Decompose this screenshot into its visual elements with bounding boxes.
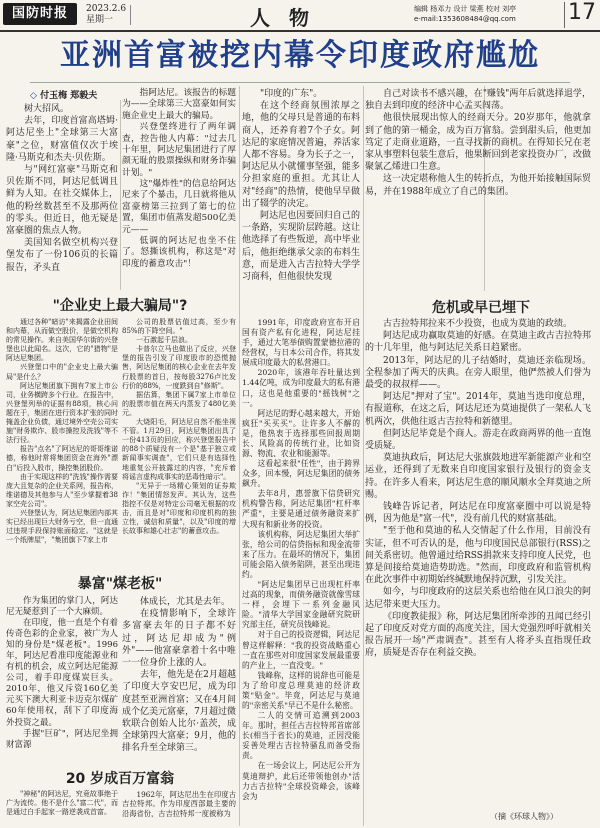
paragraph: 与"网红富豪"马斯克和贝佐斯不同，阿达尼低调且鲜为人知。在社交媒体上，他的粉丝数甚至不及那两位的零头。但近日，他无疑是富豪圈的焦点人物。 (6, 165, 118, 237)
column-divider (363, 86, 364, 826)
paragraph: 公司的股票估值过高，至少有85%的下降空间。" (122, 318, 236, 336)
paragraph: 在一场会议上，阿达尼公开为莫迪辩护，此后还带领他创办"活力古吉拉特"全球投资峰会，该峰会为 (242, 761, 360, 801)
paragraph: 二人的交情可追溯到2003年。那时，担任古吉拉特邦首席部长(相当于省长)的莫迪，正因没能妥善处理古吉拉特骚乱而备受指责。 (242, 711, 360, 761)
author-byline (30, 88, 97, 101)
paragraph: 自己对读书不感兴趣，在"赚钱"两年后就选择退学，独自去到印度的经济中心孟买闯荡。 (365, 89, 591, 112)
paragraph: 大烧阳毛，阿达尼自然不能坐视不管。1月29日，阿达尼集团出具了一份413页的回应，称兴登堡报告中的88个质疑没有一个是"基于独立或新闻事实调查"，它们只是有选择性地重复公开披露过的内容，"充斥着将谣言虚构成事实的恶毒性暗示"。 (122, 418, 236, 481)
paragraph: 去年8月，惠誉旗下信贷研究机构警告称，阿达尼集团"杠杆率严重"，主要是通过债务融资来扩大现有和新业务的投资。 (242, 489, 360, 529)
paragraph: 兴登堡口中的"企业史上最大骗局"是什么？ (6, 363, 118, 381)
masthead (0, 0, 600, 33)
paragraph: 去年，印度首富高塔姆·阿达尼坐上"全球第三大富豪"之位，财富值仅次于埃隆·马斯克和杰夫·贝佐斯。 (6, 116, 118, 163)
paragraph: 指阿达尼。该报告的标题为——全球第三大富豪如何实施企业史上最大的骗局。 (122, 88, 236, 121)
paragraph: 体成长，尤其是去年。 (140, 597, 231, 607)
paragraph: 1991年，印度政府宣布开启国有资产私有化进程，阿达尼挂手，通过大笔举债购置蒙德拉港的经营权，与日本公司合作，将其发展成印度最大的私营港口。 (242, 318, 360, 368)
paragraph: 阿达尼的野心越来越大，开始疯狂"买买买"。让许多人不解的是，他热衷于选择那些回报周期长、风险高的传统行业，比如资源、物流、农业和能源等。 (242, 408, 360, 459)
paragraph: 阿达尼成功赢取莫迪的好感。在莫迪主政古吉拉特邦的十几年里，他与阿达尼关系日趋紧密。 (365, 331, 591, 354)
paragraph: 2020年，该港年吞吐量达到1.44亿吨，成为印度最大的私有港口，这也是他重要的"摇钱树"之一。 (242, 368, 361, 408)
article-column-3 (242, 88, 360, 283)
paragraph: 兴登堡认为，阿达尼集团内部其实已经出现巨大财务亏空，但一直通过违规手段保持账面稳定。"这就是一个纸牌屋"，"集团旗下7家上市 (6, 508, 118, 545)
paragraph: 但阿达尼毕竟是个商人。游走在政商两界的他一直饱受质疑。 (365, 428, 591, 452)
paragraph: 据估算，集团下属7家上市单位的股票市值在两天内蒸发了480亿美元。 (122, 390, 236, 417)
page-number: 17 (568, 0, 596, 25)
paragraph: 1962年，阿达尼出生在印度古吉拉特邦。作为印度西部最主要的沿海省份，古吉拉特邦一度被称为 (122, 790, 236, 818)
paragraph: 一石激起千层浪。 (136, 336, 192, 345)
paragraph: 美国知名做空机构兴登堡发布了一份106页的长篇报告，矛头直 (6, 238, 118, 273)
paragraph: 这看起来很"任性"，由于跨界众多，回本慢，阿达尼集团的债务飙升。 (242, 459, 360, 489)
paragraph: 这"爆炸性"的信息给阿达尼来了个暴击，几日就将他从富豪榜第三拉到了第七的位置，集团市值蒸发超500亿美元—— (122, 179, 236, 235)
newspaper-logo: 国防时报 (3, 3, 77, 25)
paragraph: "神秘"的阿达尼，究竟故事绝于广为流传。他不是什么"富二代"，而是通过白手起家一路逆袭成首富。 (6, 790, 118, 817)
paragraph: 他很快展现出惊人的经商天分。20岁那年，他就拿到了他的第一桶金，成为百万富翁。尝到甜头后，他更加笃定了走商业道路，一直寻找新的商机。在得知长兄在老家从事塑料包装生意后，他果断回到老家投资办厂，改做聚氯乙烯进口生意。 (365, 113, 591, 173)
paragraph: 钱峰告诉记者，阿达尼在印度富豪圈中可以说是特例，因为他是"富一代"，没有前几代的财富基础。 (365, 502, 591, 525)
paragraph: 古吉拉特邦拉来不少投资，也成为莫迪的政绩。 (383, 319, 573, 329)
paragraph: 树大招风。 (24, 104, 70, 114)
subhead-millionaire-at-20: 20 岁成百万富翁 (65, 771, 175, 787)
editor-credits: 编辑 杨邓力 设计 梁燕 校对 刘亭 (414, 5, 517, 13)
issue-weekday: 星期一 (86, 15, 114, 25)
paragraph: 兴登堡终进行了两年调查，控告他人内幕："过去几十年里，阿达尼集团进行了厚颜无耻的股票操纵和财务诈骗计划。" (122, 122, 236, 178)
editor-email: e-mail:1353608484@qq.com (414, 15, 516, 23)
paragraph: 去年，他先是在2月超越了印度大亨安巴尼，成为印度甚至亚洲首富；又在4月间成个亿美元富豪，7月超过微软联合创始人比尔·盖茨，成全球第四大富豪；9月，他的排名升至全球第三。 (122, 670, 236, 754)
paragraph: "阿达尼集团早已出现杠杆率过高的现象，而债务融资就像雪球一样，会埋下一系列金融风险。"清华大学国家金融研究院研究部主任，研究员钱峰说。 (242, 580, 360, 630)
paragraph: 卡普尔立马也做出了反应，兴登堡的报告引发了印度股市的恐慌抛售，阿达尼集团的核心企业在去年发行股票的首日，按每股3276卢比发行价的88%，一度跌到自"修斯"。 (122, 345, 236, 390)
page-number-divider (564, 2, 565, 28)
column-divider (120, 100, 121, 290)
paragraph: 作为集团的掌门人，阿达尼无疑惹到了一个大麻烦。 (6, 596, 118, 618)
paragraph: 如今，与印度政府的这层关系也给他在风口浪尖的阿达尼带来更大压力。 (365, 587, 591, 610)
paragraph: 阿达尼"押对了宝"。2014年，莫迪当选印度总理，有报道称，在这之后，阿达尼还为莫迪提供了一架私人飞机两次，供他往返古吉拉特和新德里。 (365, 392, 591, 427)
paragraph: 在这个经商氛围浓厚之地，他的父母只是普通的布料商人，还养育着7个子女。阿达尼的家庭情况普遍，养活家人都不容易。身为长子之一，阿达尼从小就懂事坚强，能多分担家庭的重担。尤其让人对"经商"的热情，使他早早做出了辍学的决定。 (242, 101, 360, 209)
paragraph: 手握"巨矿"，阿达尼坐拥财富源 (6, 728, 118, 750)
subhead-biggest-fraud: "企业史上最大骗局"? (52, 298, 188, 314)
subhead-crisis: 危机或早已埋下 (432, 300, 530, 316)
paragraph: "印度的广东"。 (260, 89, 323, 99)
headline-rule (30, 82, 570, 83)
masthead-rule (0, 30, 600, 32)
paragraph: 该机构称，阿达尼集团大举扩张，给公司的信贷指标和现金流带来了压力。在最坏的情况下，集团可能会陷入债务陷阱，甚至出现违约。 (242, 529, 360, 579)
paragraph: 低调的阿达尼也坐不住了。怒撕该机构，称这是"对印度的蓄意攻击"！ (122, 235, 236, 269)
paragraph: 钱峰称，这样的说辞也可能是为了给印度总理莫迪的经济政策"贴金"。毕竟，阿达尼与莫迪的"亲密关系"早已不是什么秘密。 (242, 670, 360, 710)
fraud-column-1 (6, 318, 118, 545)
paragraph: 阿达尼集团旗下拥有7家上市公司，业务横跨多个行业。在报告中，兴登堡列举的证据有88项，核心问题在于，集团在进行资本扩张的同时掩盖企业负债，通过境外空壳公司实施"财务欺诈、股市操控及洗钱"等不法行径。 (6, 381, 118, 445)
paragraph: 在印度，他一直是个有着传奇色彩的企业家，被广为人知的身份是"煤老板"。1996年，阿达尼看准印度能源业和有机的机会，成立阿达尼能源公司，着手印度煤炭巨头。2010年，他又斥资160亿美元买下澳大利亚卡迈克尔煤矿60年使用权，刮下了印度海外投资之最。 (6, 618, 118, 728)
paragraph: 通过各种"暗访"来揭露企业田间和内幕，从而做空股价，是做空机构的常见操作。来自美国华尔街的兴登堡也以此闻名。这次，它的"猎物"是阿达尼集团。 (6, 318, 118, 363)
paragraph: 报告"点名"了阿达尼的哥哥维诺德，称他时常将集团资金在海外"漂白"后投入股市，操控集团股价。 (6, 445, 118, 472)
coal-column-1 (6, 596, 118, 751)
paragraph: 在疫情影响下，全球许多富豪去年的日子都不好过，阿达尼却成为"例外"——他富豪拿着十名中唯一一位身价上涨的人。 (122, 609, 236, 669)
paragraph: 2013年，阿达尼的儿子结婚时，莫迪还亲临现场。全程参加了两天的庆典。在旁人眼里，他俨然被人们誉为最受的叔叔样——。 (365, 355, 591, 391)
article-column-1 (6, 103, 118, 274)
paragraph: 这一决定堪称他人生的转折点，为他开始接触国际贸易，并在1988年成立了自己的集团。 (365, 174, 591, 197)
paragraph: 《印度教徒报》称，阿达尼集团所牵涉的丑闻已经引起了印度反对党方面的高度关注，国大党强烈呼吁就相关报告展开一场"严肃调查"。甚至有人将矛头直指现任政府，质疑是否存在利益交换。 (365, 611, 591, 659)
paragraph: 由于实现这样的"洗钱"操作需要庞大且复杂的企业关系网，报告称，维诺德及其他参与人"至少掌握着38家空壳公司"。 (6, 472, 118, 508)
early-life-column-2 (122, 790, 236, 818)
crisis-column-2 (365, 318, 591, 660)
article-headline: 亚洲首富被挖内幕令印度政府尴尬 (60, 38, 540, 73)
early-life-column-1 (6, 790, 118, 817)
issue-date: 2023.2.6 (86, 4, 127, 14)
author-marker-icon: ◇ (30, 91, 41, 101)
author-names: 付玉梅 郑毅夫 (40, 91, 98, 101)
subhead-coal-boss: 暴富"煤老板" (77, 576, 163, 592)
masthead-divider (130, 5, 131, 25)
paragraph: 阿达尼也因要回归自己的一条路，实现阶层跨越。这让他选择了有些叛逆，高中毕业后，他拒绝继承父亲的布料生意，而是进入古吉拉特大学学习商科，但他很快发现 (242, 211, 360, 283)
article-column-4 (365, 88, 591, 198)
paragraph: "至于他和莫迪的私人交情起了什么作用，目前没有实证，但不可否认的是，他与印度国民总部银行(RSS)之间关系密切。他曾通过给RSS捐款来支持印度人民党，也算是间接给莫迪造势助选。"然而，印度政府和监管机构在此次事件中初期始终缄默地保持沉默，引发关注。 (365, 526, 591, 586)
article-column-2 (122, 88, 236, 270)
source-credit: （摘《环球人物》） (490, 812, 558, 821)
column-divider (239, 86, 240, 826)
paragraph: 莫迪执政后，阿达尼大张旗鼓地进军新能源产业和空运业，还得到了无数来自印度国家银行及银行的资金支持。在许多人看来，阿达尼生意的顺风顺水全拜莫迪之所赐。 (365, 453, 591, 500)
paragraph: "无异于一场精心策划的证券欺诈！"集团情怒发声。其认为，这些指控不仅是对特定公司毫无根据的攻击，而且是对"印度和印度机构的独立性，诚信和质量"，以及"印度的增长故事和雄心壮志"的蓄意攻击。 (122, 481, 236, 536)
crisis-column-1 (242, 318, 360, 802)
paragraph: 对于自己的投资逻辑，阿达尼曾这样解释："我的投资战略重心一直在那些对印度国家发展最重要的产业上，一直没变。" (242, 630, 360, 670)
section-title: 人 物 (250, 6, 315, 30)
coal-column-2 (122, 596, 236, 755)
fraud-column-2 (122, 318, 236, 536)
